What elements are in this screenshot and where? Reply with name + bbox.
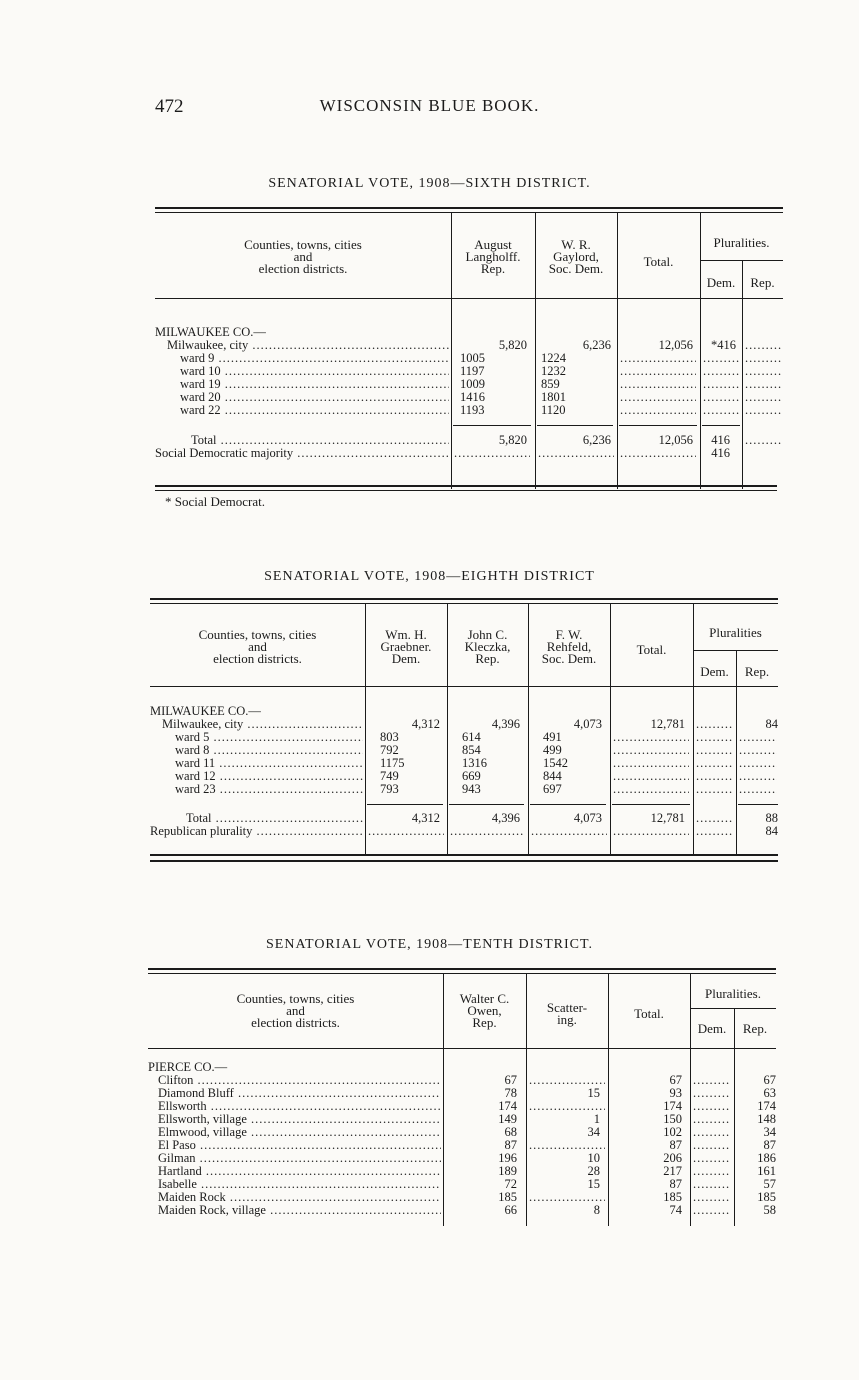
table-row: Elmwood, village ..... 68 34 102 ..... 34 — [148, 1126, 776, 1139]
header-gaylord: W. R. Gaylord, Soc. Dem. — [548, 237, 604, 276]
county-heading: MILWAUKEE CO.— — [150, 704, 261, 718]
county-heading: MILWAUKEE CO.— — [155, 325, 266, 339]
table-row: Milwaukee, city ..... 4,312 4,396 4,073 12,781 ..... 84 — [150, 718, 778, 731]
header-pluralities: Pluralities. — [705, 986, 761, 1001]
footnote: * Social Democrat. — [165, 494, 265, 509]
table-row: ward 12 ..... 749 669 844 ..... ..... ..... — [150, 770, 778, 783]
header-kleczka: John C. Kleczka, Rep. — [464, 627, 511, 666]
header-label: Counties, towns, cities and election districts. — [244, 237, 362, 276]
tenth-district-title: SENATORIAL VOTE, 1908—TENTH DISTRICT. — [266, 937, 593, 952]
table-row: Isabelle ..... 72 15 87 ..... 57 — [148, 1178, 776, 1191]
table-row: Clifton ..... 67 ..... 67 ..... 67 — [148, 1074, 776, 1087]
tenth-district-table — [148, 966, 776, 1228]
table-row: ward 23 ..... 793 943 697 ..... ..... ..... — [150, 783, 778, 796]
header-graebner: Wm. H. Graebner. Dem. — [380, 627, 432, 666]
table-row: ward 22 ..... 1193 1120 ..... ..... ..... — [155, 404, 783, 417]
header-total: Total. — [643, 254, 674, 269]
table-row: Maiden Rock ..... 185 ..... 185 ..... 185 — [148, 1191, 776, 1204]
table-row: El Paso ..... 87 ..... 87 ..... 87 — [148, 1139, 776, 1152]
county-heading: PIERCE CO.— — [148, 1060, 228, 1074]
total-row: Total ..... 4,312 4,396 4,073 12,781 ..... 88 — [150, 812, 778, 825]
header-dem: Dem. — [706, 275, 736, 290]
header-dem: Dem. — [697, 1021, 727, 1036]
table-row: Diamond Bluff ..... 78 15 93 ..... 63 — [148, 1087, 776, 1100]
header-rep: Rep. — [744, 664, 770, 679]
majority-row: Social Democratic majority ..... ..... ..... ..... 416 — [155, 447, 783, 460]
header-rep: Rep. — [742, 1021, 768, 1036]
table-row: ward 10 ..... 1197 1232 ..... ..... ..... — [155, 365, 783, 378]
table-row: ward 20 ..... 1416 1801 ..... ..... ..... — [155, 391, 783, 404]
table-row: ward 8 ..... 792 854 499 ..... ..... ..... — [150, 744, 778, 757]
header-label: Counties, towns, cities and election districts. — [198, 627, 317, 666]
header-pluralities: Pluralities — [709, 625, 762, 640]
sixth-district-title: SENATORIAL VOTE, 1908—SIXTH DISTRICT. — [268, 176, 591, 191]
sixth-district-table — [155, 204, 783, 494]
table-row: Milwaukee, city ..... 5,820 6,236 12,056 *416 ..... — [155, 339, 783, 352]
header-pluralities: Pluralities. — [713, 235, 770, 250]
table-row: ward 19 ..... 1009 859 ..... ..... ..... — [155, 378, 783, 391]
table-row: ward 9 ..... 1005 1224 ..... ..... ..... — [155, 352, 783, 365]
header-dem: Dem. — [700, 664, 729, 679]
header-rep: Rep. — [750, 275, 775, 290]
table-row: ward 11 ..... 1175 1316 1542 ..... ..... ..... — [150, 757, 778, 770]
table-row: Ellsworth, village ..... 149 1 150 ..... 148 — [148, 1113, 776, 1126]
table-row: ward 5 ..... 803 614 491 ..... ..... ..... — [150, 731, 778, 744]
eighth-district-table — [150, 596, 778, 866]
table-row: Gilman ..... 196 10 206 ..... 186 — [148, 1152, 776, 1165]
header-total: Total. — [634, 1006, 664, 1021]
table-row: Maiden Rock, village ..... 66 8 74 ..... 58 — [148, 1204, 776, 1217]
header-langholff: August Langholff. Rep. — [465, 237, 521, 276]
header-label: Counties, towns, cities and election districts. — [236, 991, 355, 1030]
running-head: WISCONSIN BLUE BOOK. — [319, 96, 540, 115]
table-row: Hartland ..... 189 28 217 ..... 161 — [148, 1165, 776, 1178]
header-rehfeld: F. W. Rehfeld, Soc. Dem. — [541, 627, 597, 666]
header-total: Total. — [636, 642, 667, 657]
total-row: Total ..... 5,820 6,236 12,056 416 ..... — [155, 434, 783, 447]
page-number: 472 — [155, 96, 184, 117]
eighth-district-title: SENATORIAL VOTE, 1908—EIGHTH DISTRICT — [264, 569, 595, 584]
table-row: Ellsworth ..... 174 ..... 174 ..... 174 — [148, 1100, 776, 1113]
header-scattering: Scatter- ing. — [546, 1000, 588, 1027]
header-owen: Walter C. Owen, Rep. — [459, 991, 510, 1030]
plurality-row: Republican plurality ..... ..... ..... ..... ..... ..... 84 — [150, 825, 778, 838]
